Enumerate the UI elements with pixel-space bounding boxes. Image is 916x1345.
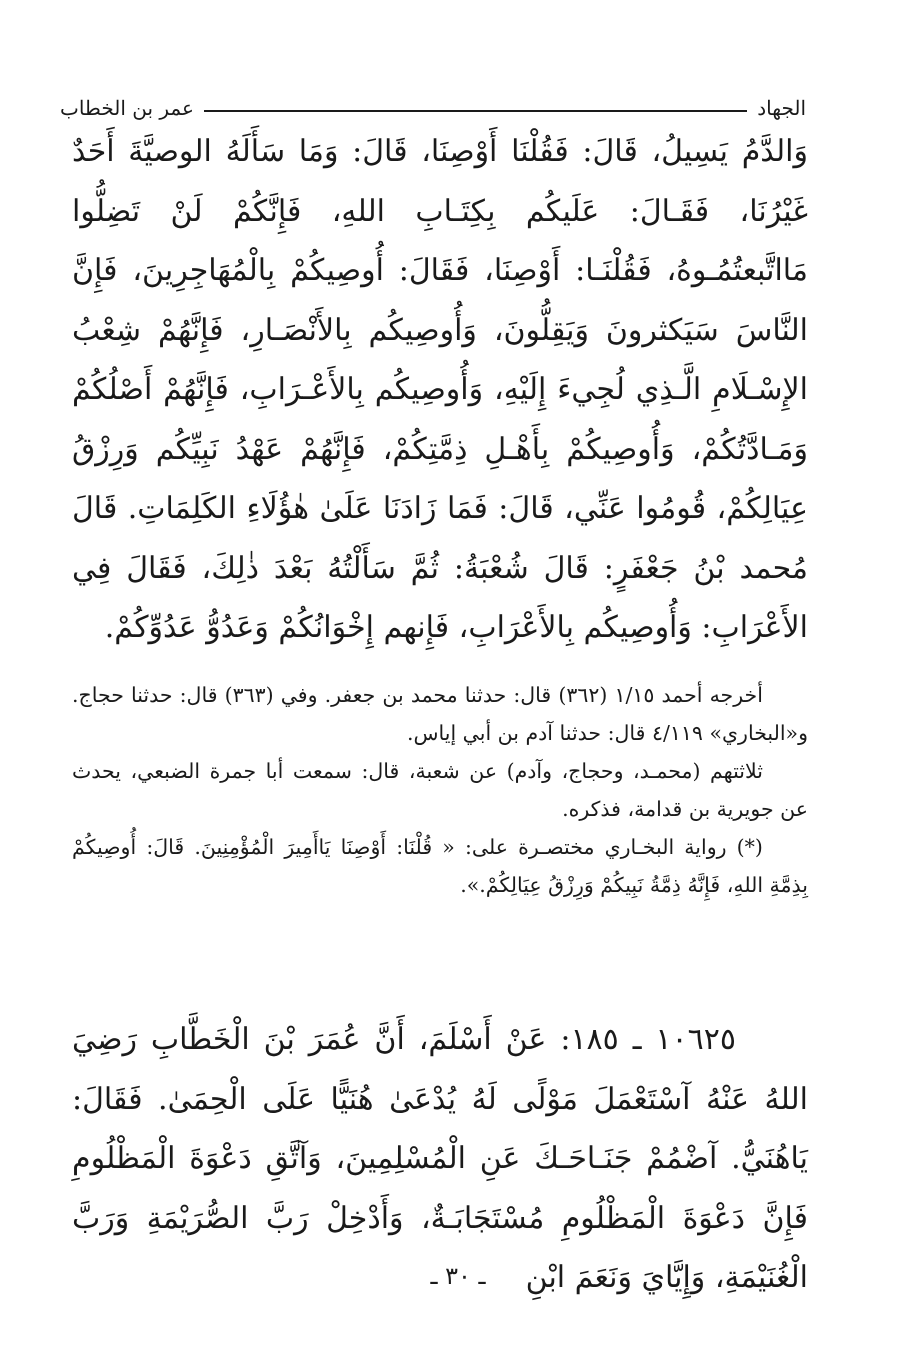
header-rule <box>204 110 747 112</box>
page-number: ـ ٣٠ ـ <box>430 1262 486 1290</box>
hadith-body-paragraph: وَالدَّمُ يَسِيلُ، قَالَ: فَقُلْنَا أَوْصِنَا، قَالَ: وَمَا سَأَلَهُ الوصيَّةَ أَحَدٌ غَيْرُنَا، فَقَـالَ: عَلَيكُم بِكِتَـابِ اللهِ، فَإِنَّكُمْ لَنْ تَضِلُّوا مَااتَّبعتُمُـوهُ، فَقُلْنَـا: أَوْصِنَا، فَقَالَ: أُوصِيكُمْ بِالْمُهَاجِرِينَ، فَإِنَّ النَّاسَ سَيَكثرونَ وَيَقِلُّونَ، وَأُوصِيكُم بِالأَنْصَـارِ، فَإِنَّهُمْ شِعْبُ الإِسْـلَامِ الَّـذِي لُجِيءَ إِلَيْهِ، وَأُوصِيكُم بِالأَعْـرَابِ، فَإِنَّهُمْ أَصْلُكُمْ وَمَـادَّتُكُمْ، وَأُوصِيكُمْ بِأَهْـلِ ذِمَّتِكُمْ، فَإِنَّهُمْ عَهْدُ نَبِيِّكُم وَرِزْقُ عِيَالِكُمْ، قُومُوا عَنِّي، قَالَ: فَمَا زَادَنَا عَلَىٰ هٰؤُلَاءِ الكَلِمَاتِ. قَالَ مُحمد بْنُ جَعْفَرٍ: قَالَ شُعْبَةُ: ثُمَّ سَأَلْتُهُ بَعْدَ ذٰلِكَ، فَقَالَ فِي الأَعْرَابِ: وَأُوصِيكُم بِالأَعْرَابِ، فَإِنهم إِخْوَانُكُمْ وَعَدُوُّ عَدُوِّكُمْ. <box>72 134 809 645</box>
hadith-body <box>72 122 808 658</box>
footnote-source: أخرجه أحمد ١/١٥ (٣٦٢) قال: حدثنا محمد بن جعفر. وفي (٣٦٣) قال: حدثنا حجاج. و«البخاري» ٤/١١٩ قال: حدثنا آدم بن أبي إياس. <box>72 683 808 745</box>
next-hadith-paragraph: ١٠٦٢٥ ـ ١٨٥: عَنْ أَسْلَمَ، أَنَّ عُمَرَ بْنَ الْخَطَّابِ رَضِيَ اللهُ عَنْهُ آسْتَعْمَلَ مَوْلًى لَهُ يُدْعَىٰ هُنَيًّا عَلَى الْحِمَىٰ. فَقَالَ: يَاهُنَيُّ. آضْمُمْ جَنَـاحَـكَ عَنِ الْمُسْلِمِينَ، وَآتَّقِ دَعْوَةَ الْمَظْلُومِ فَإِنَّ دَعْوَةَ الْمَظْلُومِ مُسْتَجَابَـةٌ، وَأَدْخِلْ رَبَّ الصُّرَيْمَةِ وَرَبَّ الْغُنَيْمَةِ، وَإِيَّايَ وَنَعَمَ ابْنِ <box>72 1022 808 1295</box>
running-header <box>60 88 806 120</box>
footnotes <box>72 676 808 904</box>
footnote-chain: ثلاثتهم (محمـد، وحجاج، وآدم) عن شعبة، قال: سمعت أبا جمرة الضبعي، يحدث عن جويرية بن قدامة، فذكره. <box>72 759 808 821</box>
header-section-title: عمر بن الخطاب <box>60 96 194 120</box>
header-chapter-title: الجهاد <box>757 96 806 120</box>
footnote-note: (*) رواية البخـاري مختصـرة على: « قُلْنَا: أَوْصِنَا يَاأَمِيرَ الْمُؤْمِنِينَ. قَالَ: أُوصِيكُمْ بِذِمَّةِ اللهِ، فَإِنَّهُ ذِمَّةُ نَبِيكُمْ وَرِزْقُ عِيَالِكُمْ.». <box>72 835 808 897</box>
